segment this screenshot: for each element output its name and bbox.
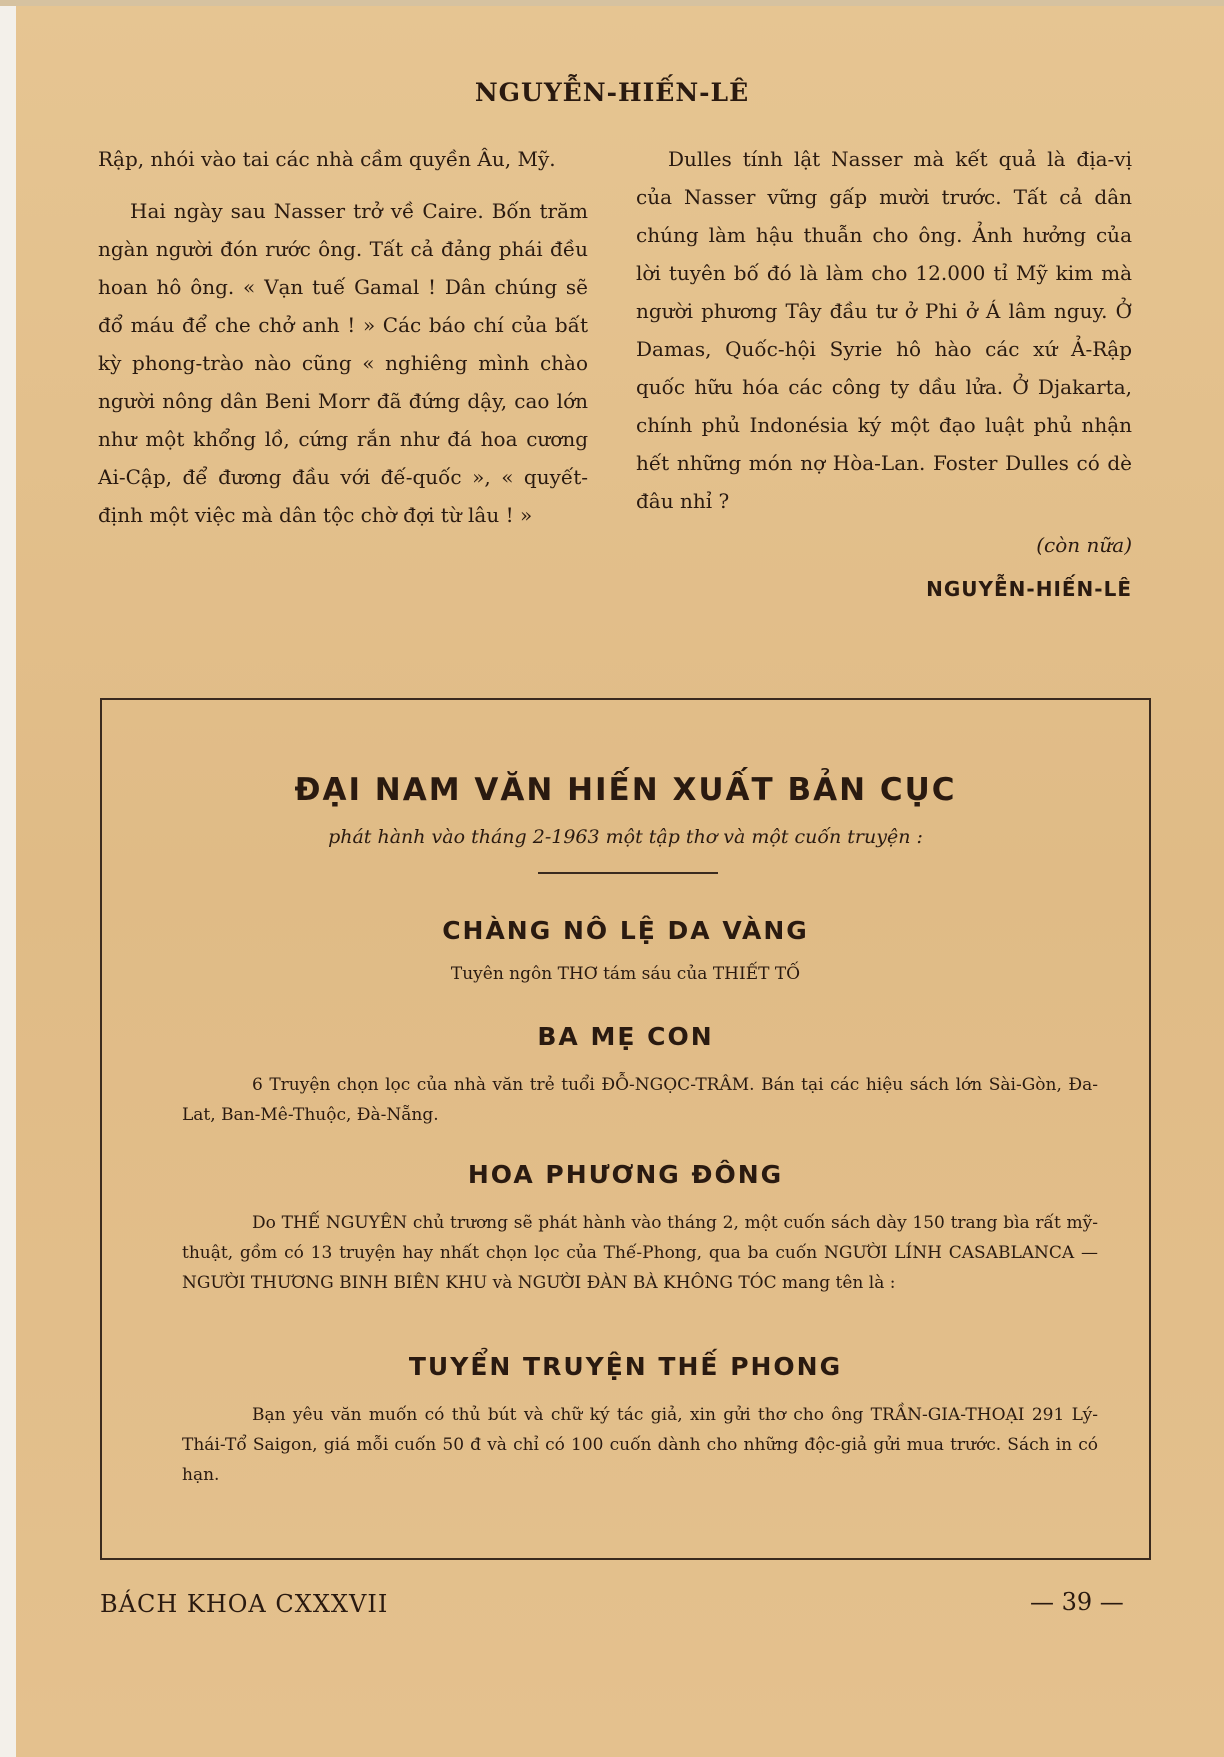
book-desc-hoa-phuong-dong: Do THẾ NGUYÊN chủ trương sẽ phát hành vào tháng 2, một cuốn sách dày 150 trang bìa rất mỹ-thuật, gồm có 13 truyện hay nhất chọn lọc của Thế-Phong, qua ba cuốn NGƯỜI LÍNH CASABLANCA — NGƯỜI THƯƠNG BINH BIÊN KHU và NGƯỜI ĐÀN BÀ KHÔNG TÓC mang tên là : — [182, 1213, 1098, 1293]
page-number: — 39 — — [1030, 1588, 1124, 1616]
book-title-chang-no-le: CHÀNG NÔ LỆ DA VÀNG — [442, 916, 809, 945]
ad-publisher-title: ĐẠI NAM VĂN HIẾN XUẤT BẢN CỤC — [294, 772, 957, 808]
ad-divider — [538, 872, 718, 874]
scan-margin — [0, 0, 16, 1757]
continued-note: (còn nữa) — [1036, 533, 1132, 557]
book-desc-tuyen-truyen: Bạn yêu văn muốn có thủ bút và chữ ký tác giả, xin gửi thơ cho ông TRẦN-GIA-THOẠI 291 Lý-Thái-Tổ Saigon, giá mỗi cuốn 50 đ và chỉ có 100 cuốn dành cho những độc-giả gửi mua trước. Sách in có hạn. — [182, 1405, 1098, 1485]
book-desc-chang-no-le: Tuyên ngôn THƠ tám sáu của THIẾT TỐ — [450, 964, 801, 984]
left-column — [98, 140, 588, 534]
left-paragraph-1: Rập, nhói vào tai các nhà cầm quyền Âu, Mỹ. — [98, 147, 556, 171]
book-desc-ba-me-con: 6 Truyện chọn lọc của nhà văn trẻ tuổi ĐỖ-NGỌC-TRÂM. Bán tại các hiệu sách lớn Sài-Gòn, Đa-Lat, Ban-Mê-Thuộc, Đà-Nẵng. — [182, 1075, 1098, 1125]
left-paragraph-2: Hai ngày sau Nasser trở về Caire. Bốn trăm ngàn người đón rước ông. Tất cả đảng phái đều hoan hô ông. « Vạn tuế Gamal ! Dân chúng sẽ đổ máu để che chở anh ! » Các báo chí của bất kỳ phong-trào nào cũng « nghiêng mình chào người nông dân Beni Morr đã đứng dậy, cao lớn như một khổng lồ, cứng rắn như đá hoa cương Ai-Cập, để đương đầu với đế-quốc », « quyết-định một việc mà dân tộc chờ đợi từ lâu ! » — [98, 199, 588, 527]
right-paragraph: Dulles tính lật Nasser mà kết quả là địa-vị của Nasser vững gấp mười trước. Tất cả dân chúng làm hậu thuẫn cho ông. Ảnh hưởng của lời tuyên bố đó là làm cho 12.000 tỉ Mỹ kim mà người phương Tây đầu tư ở Phi ở Á lâm nguy. Ở Damas, Quốc-hội Syrie hô hào các xứ Ả-Rập quốc hữu hóa các công ty dầu lửa. Ở Djakarta, chính phủ Indonésia ký một đạo luật phủ nhận hết những món nợ Hòa-Lan. Foster Dulles có dè đâu nhỉ ? — [636, 147, 1132, 513]
book-title-ba-me-con: BA MẸ CON — [537, 1022, 714, 1051]
author-signature: NGUYỄN-HIẾN-LÊ — [926, 577, 1132, 601]
book-title-tuyen-truyen: TUYỂN TRUYỆN THẾ PHONG — [408, 1352, 843, 1381]
scan-top-edge — [0, 0, 1224, 6]
book-title-hoa-phuong-dong: HOA PHƯƠNG ĐÔNG — [467, 1160, 784, 1189]
advertisement-box — [100, 698, 1151, 1560]
ad-subtitle: phát hành vào tháng 2-1963 một tập thơ và một cuốn truyện : — [328, 826, 923, 848]
running-header: NGUYỄN-HIẾN-LÊ — [474, 78, 750, 107]
publication-name: BÁCH KHOA CXXXVII — [100, 1590, 389, 1618]
right-column — [636, 140, 1132, 608]
